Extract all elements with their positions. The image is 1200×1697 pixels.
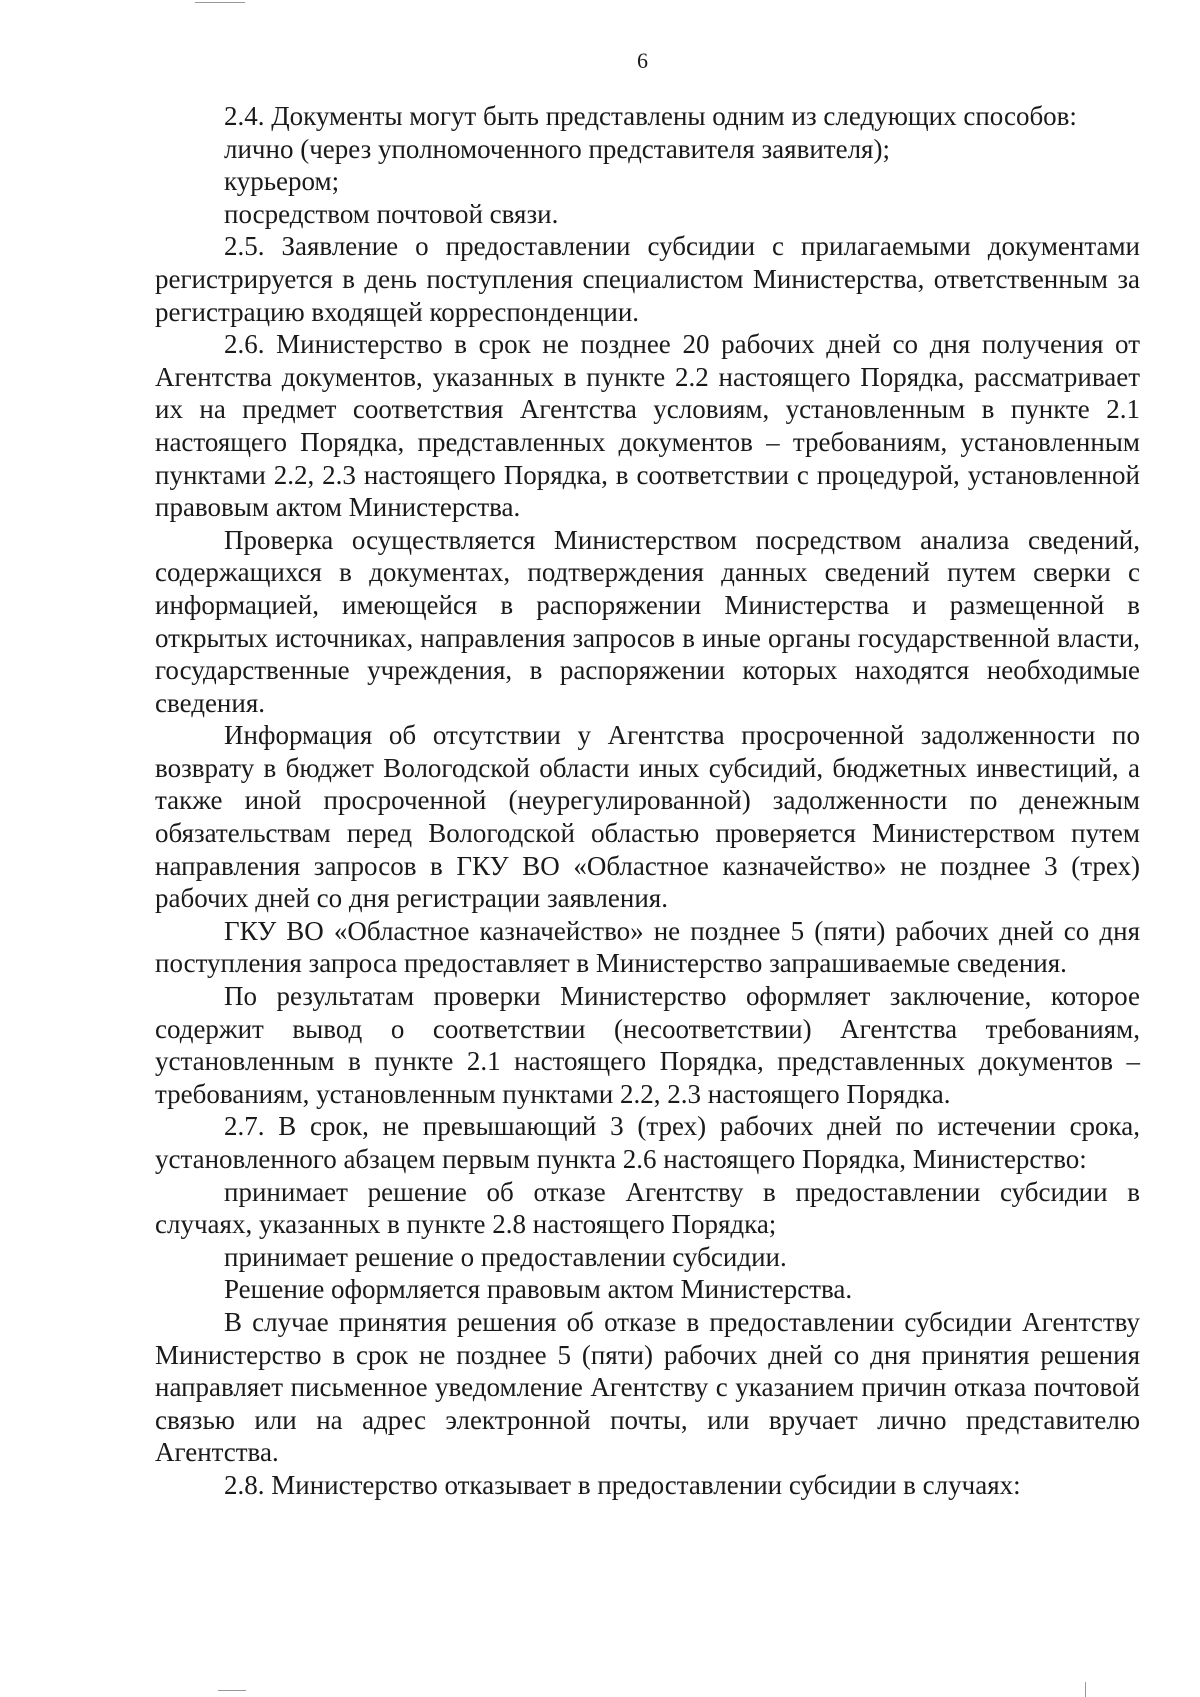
document-body — [155, 100, 1140, 1502]
paragraph: лично (через уполномоченного представителя заявителя); — [224, 133, 890, 164]
page-number: 6 — [637, 48, 648, 73]
paragraph: Проверка осуществляется Министерством посредством анализа сведений, содержащихся в документах, подтверждения данных сведений путем сверки с информацией, имеющейся в распоряжении Министерства и размещенной в открытых источниках, направления запросов в иные органы государственной власти, государственные учреждения, в распоряжении которых находятся необходимые сведения. — [155, 524, 1140, 718]
paragraph: В случае принятия решения об отказе в предоставлении субсидии Агентству Министерство в срок не позднее 5 (пяти) рабочих дней со дня принятия решения направляет письменное уведомление Агентству с указанием причин отказа почтовой связью или на адрес электронной почты, или вручает лично представителю Агентства. — [155, 1306, 1140, 1468]
paragraph: посредством почтовой связи. — [224, 198, 559, 229]
paragraph: 2.6. Министерство в срок не позднее 20 рабочих дней со дня получения от Агентства документов, указанных в пункте 2.2 настоящего Порядка, рассматривает их на предмет соответствия Агентства условиям, установленным в пункте 2.1 настоящего Порядка, представленных документов – требованиям, установленным пунктами 2.2, 2.3 настоящего Порядка, в соответствии с процедурой, установленной правовым актом Министерства. — [155, 329, 1140, 523]
paragraph: принимает решение об отказе Агентству в предоставлении субсидии в случаях, указанных в пункте 2.8 настоящего Порядка; — [155, 1176, 1140, 1240]
paragraph: курьером; — [224, 166, 340, 197]
scan-artifact-top — [195, 2, 245, 3]
paragraph: По результатам проверки Министерство оформляет заключение, которое содержит вывод о соответствии (несоответствии) Агентства требованиям, установленным в пункте 2.1 настоящего Порядка, представленных документов – требованиям, установленным пунктами 2.2, 2.3 настоящего Порядка. — [155, 981, 1140, 1109]
scan-artifact-bottom — [218, 1690, 246, 1691]
paragraph: Информация об отсутствии у Агентства просроченной задолженности по возврату в бюджет Вологодской области иных субсидий, бюджетных инвестиций, а также иной просроченной (неурегулированной) задолженности по денежным обязательствам перед Вологодской областью проверяется Министерством путем направления запросов в ГКУ ВО «Областное казначейство» не позднее 3 (трех) рабочих дней со дня регистрации заявления. — [155, 720, 1140, 914]
paragraph: принимает решение о предоставлении субсидии. — [224, 1241, 787, 1272]
paragraph: ГКУ ВО «Областное казначейство» не позднее 5 (пяти) рабочих дней со дня поступления запроса предоставляет в Министерство запрашиваемые сведения. — [155, 915, 1140, 979]
scan-artifact-bottom-right — [1085, 1682, 1086, 1697]
paragraph: Решение оформляется правовым актом Министерства. — [224, 1274, 853, 1305]
paragraph: 2.8. Министерство отказывает в предоставлении субсидии в случаях: — [224, 1469, 1021, 1500]
paragraph: 2.5. Заявление о предоставлении субсидии с прилагаемыми документами регистрируется в день поступления специалистом Министерства, ответственным за регистрацию входящей корреспонденции. — [155, 231, 1140, 327]
paragraph: 2.4. Документы могут быть представлены одним из следующих способов: — [224, 101, 1077, 131]
paragraph: 2.7. В срок, не превышающий 3 (трех) рабочих дней по истечении срока, установленного абзацем первым пункта 2.6 настоящего Порядка, Министерство: — [155, 1111, 1140, 1174]
